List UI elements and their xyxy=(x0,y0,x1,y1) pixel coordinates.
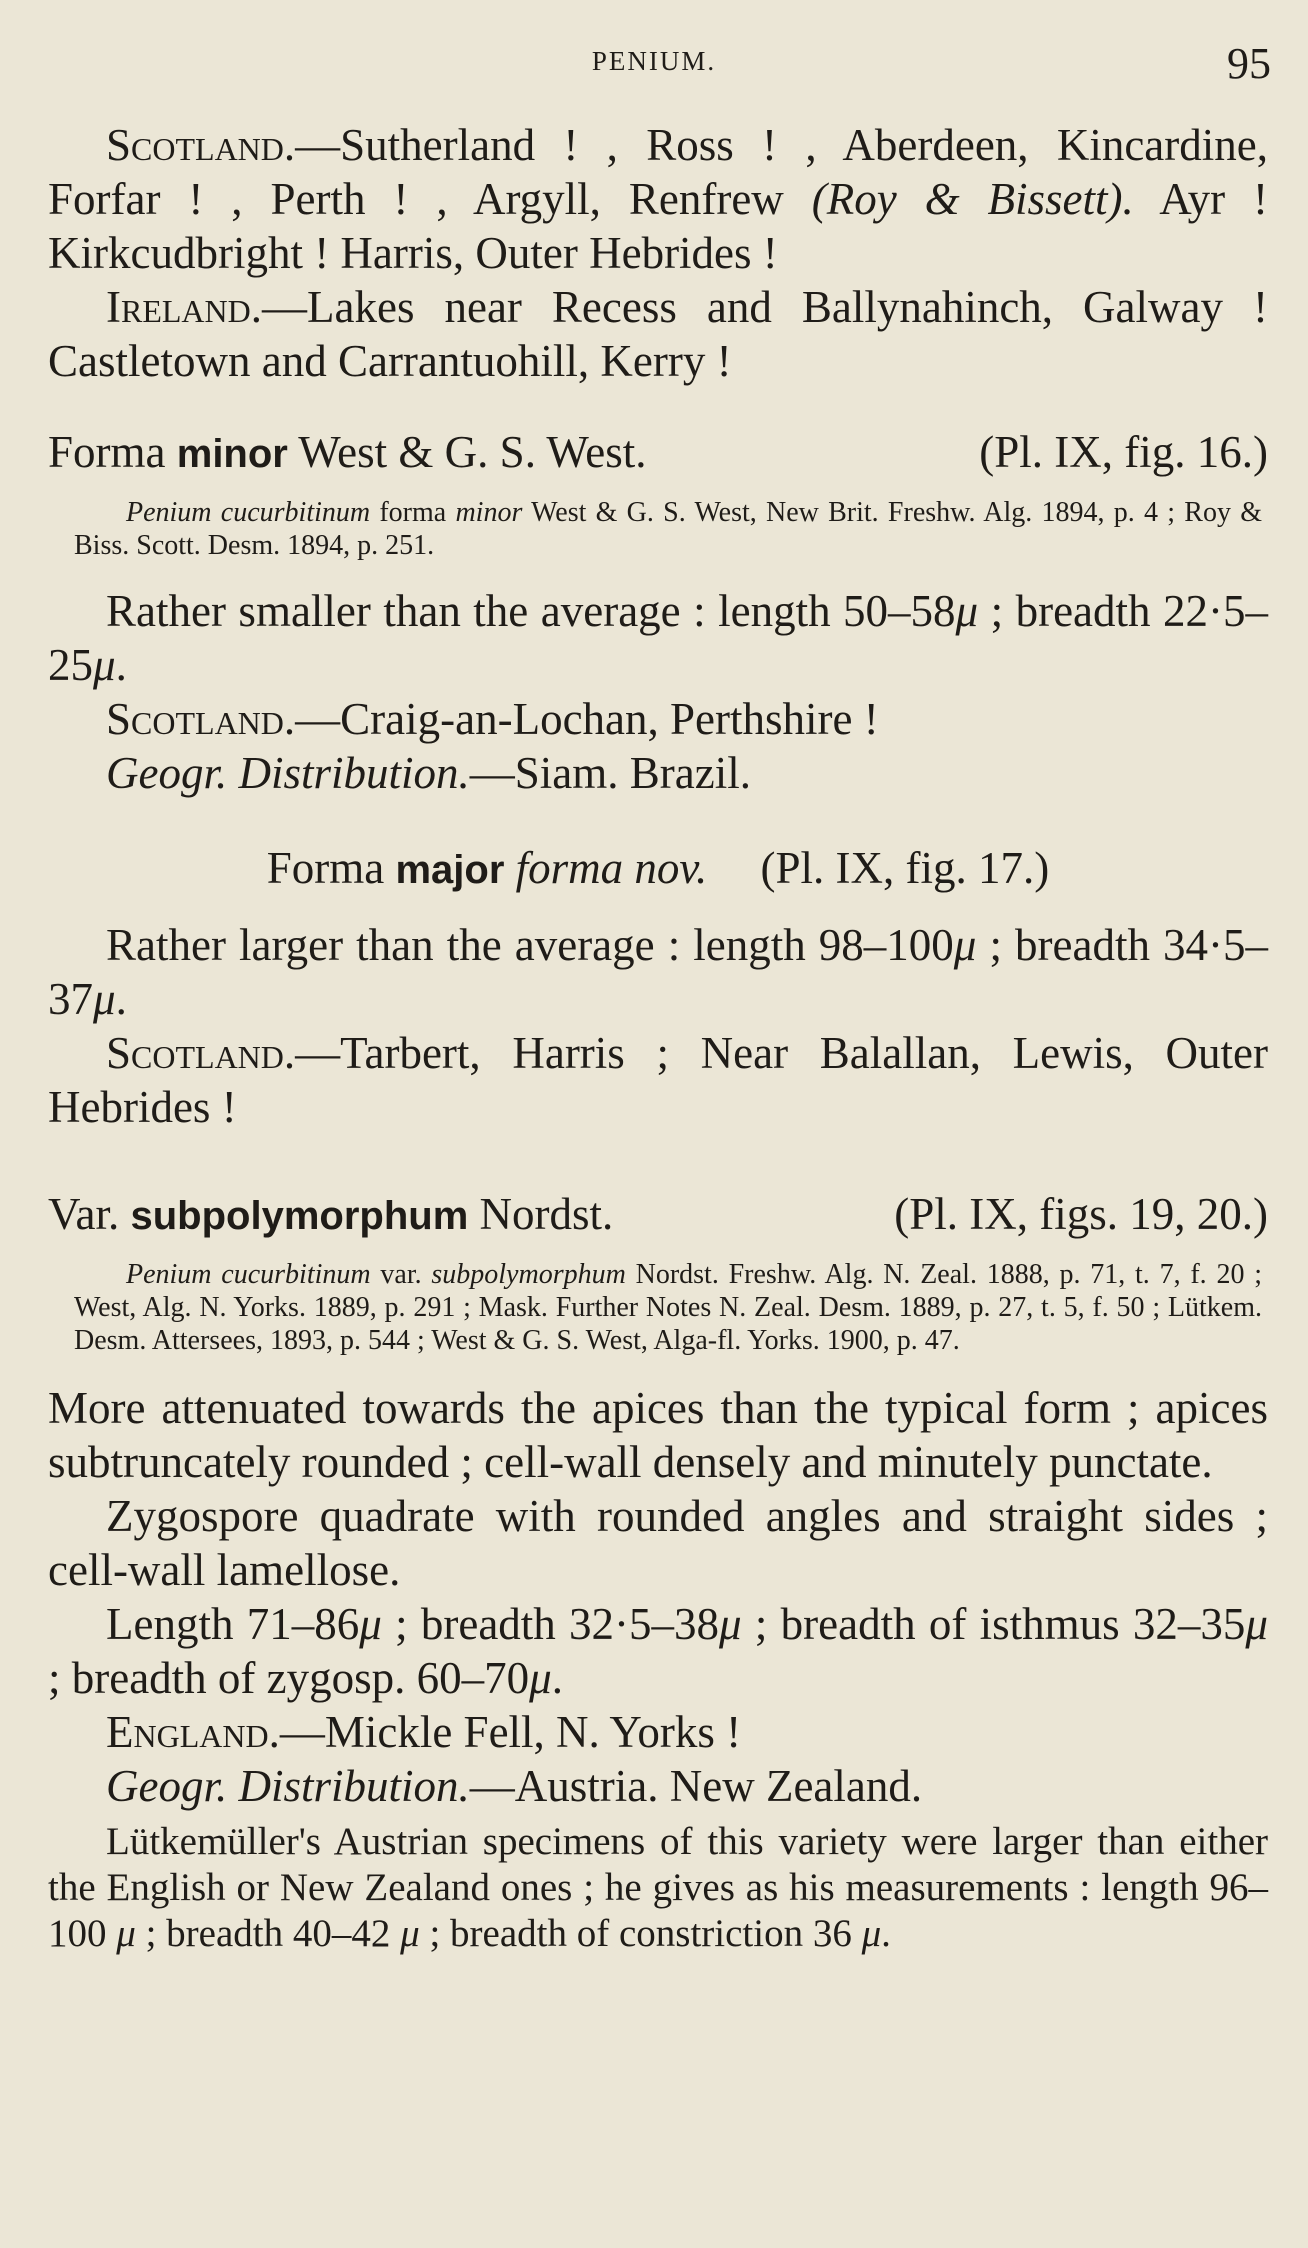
var-measurements: Length 71–86μ ; breadth 32·5–38μ ; breadth of isthmus 32–35μ ; breadth of zygosp. 60–70μ. xyxy=(48,1599,1268,1703)
page-header xyxy=(0,38,1308,98)
forma-major-scotland: Scotland.—Tarbert, Harris ; Near Balallan, Lewis, Outer Hebrides ! xyxy=(48,1028,1268,1132)
forma-major-heading: Forma major forma nov. (Pl. IX, fig. 17.) xyxy=(266,843,1050,893)
forma-name: major xyxy=(395,848,505,892)
var-england: England.—Mickle Fell, N. Yorks ! xyxy=(106,1707,742,1757)
forma-author: West & G. S. West. xyxy=(287,427,647,477)
forma-name: minor xyxy=(176,432,288,476)
forma-minor-description: Rather smaller than the average : length 50–58μ ; breadth 22·5–25μ. xyxy=(48,586,1268,690)
forma-minor-synonymy xyxy=(48,496,1268,562)
plate-reference: (Pl. IX, fig. 16.) xyxy=(979,427,1268,477)
var-synonymy xyxy=(48,1258,1268,1357)
var-description: More attenuated towards the apices than the typical form ; apices subtruncately rounded ; cell-wall densely and minutely punctate. xyxy=(48,1383,1268,1487)
scotland-distribution xyxy=(48,118,1268,280)
forma-major-description: Rather larger than the average : length 98–100μ ; breadth 34·5–37μ. xyxy=(48,920,1268,1024)
scotland-localities-cont: Ayr ! Kirkcudbright ! Harris, Outer Hebrides ! xyxy=(48,174,1268,278)
var-subpolymorphum-heading: Var. subpolymorphum Nordst. (Pl. IX, figs. 19, 20.) xyxy=(48,1186,1268,1244)
ireland-distribution xyxy=(48,280,1268,388)
lutkemuller-note: Lütkemüller's Austrian specimens of this variety were larger than either the English or New Zealand ones ; he gives as his measurements : length 96–100 μ ; breadth 40–42 μ ; breadth of constriction 36 μ. xyxy=(48,1820,1268,1955)
plate-reference: (Pl. IX, figs. 19, 20.) xyxy=(894,1189,1268,1239)
forma-minor-heading xyxy=(48,424,1268,482)
running-title: PENIUM. xyxy=(591,46,717,76)
var-geogr: Geogr. Distribution.—Austria. New Zealand. xyxy=(106,1761,923,1811)
scotland-citation: (Roy & Bissett). xyxy=(811,174,1134,224)
var-name: subpolymorphum xyxy=(130,1194,469,1238)
plate-reference: (Pl. IX, fig. 17.) xyxy=(760,843,1050,893)
zygospore-description: Zygospore quadrate with rounded angles and straight sides ; cell-wall lamellose. xyxy=(48,1491,1268,1595)
synonymy-text: Penium cucurbitinum forma minor West & G. S. West, New Brit. Freshw. Alg. 1894, p. 4 ; Roy & Biss. Scott. Desm. 1894, p. 251. xyxy=(74,497,1262,561)
ireland-localities: —Lakes near Recess and Ballynahinch, Galway ! Castletown and Carrantuohill, Kerry ! xyxy=(48,282,1268,386)
forma-minor-geogr: Geogr. Distribution.—Siam. Brazil. xyxy=(106,748,751,798)
ireland-label: Ireland. xyxy=(106,282,263,332)
page-number: 95 xyxy=(1227,39,1271,88)
forma-minor-scotland: Scotland.—Craig-an-Lochan, Perthshire ! xyxy=(106,694,879,744)
synonymy-text: Penium cucurbitinum var. subpolymorphum Nordst. Freshw. Alg. N. Zeal. 1888, p. 71, t. 7, f. 20 ; West, Alg. N. Yorks. 1889, p. 291 ; Mask. Further Notes N. Zeal. Desm. 1889, p. 27, t. 5, f. 50 ; Lütkem. Desm. Attersees, 1893, p. 544 ; West & G. S. West, Alga-fl. Yorks. 1900, p. 47. xyxy=(74,1259,1262,1356)
page-content xyxy=(48,118,1268,1957)
scotland-label: Scotland. xyxy=(106,120,296,170)
forma-prefix: Forma xyxy=(48,427,177,477)
scotland-localities: —Sutherland ! , Ross ! , Aberdeen, Kincardine, Forfar ! , Perth ! , Argyll, Renfrew xyxy=(48,120,1268,224)
